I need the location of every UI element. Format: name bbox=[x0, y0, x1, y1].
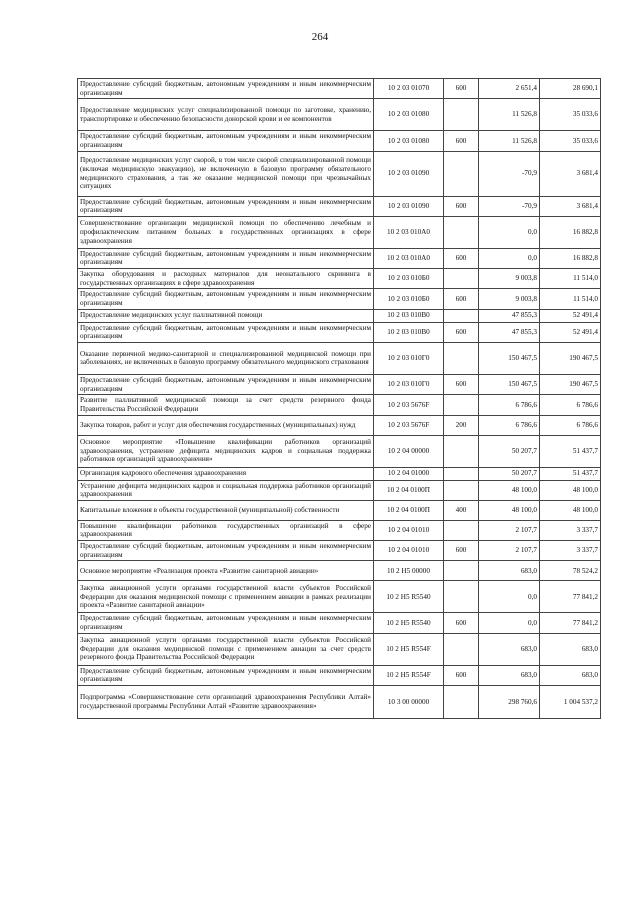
row-amount-1: 683,0 bbox=[479, 561, 540, 581]
table-row bbox=[78, 322, 601, 342]
row-amount-1: 0,0 bbox=[479, 248, 540, 268]
row-name: Предоставление субсидий бюджетным, автономным учреждениям и иным некоммерческим организациям bbox=[78, 613, 374, 633]
row-code: 10 2 03 010В0 bbox=[374, 322, 444, 342]
row-amount-2: 48 100,0 bbox=[540, 500, 601, 520]
row-amount-1: 150 467,5 bbox=[479, 342, 540, 374]
row-expense-type bbox=[444, 520, 479, 540]
row-expense-type bbox=[444, 467, 479, 480]
row-expense-type: 600 bbox=[444, 613, 479, 633]
table-row bbox=[78, 289, 601, 309]
row-expense-type: 600 bbox=[444, 665, 479, 685]
table-row bbox=[78, 520, 601, 540]
row-amount-2: 51 437,7 bbox=[540, 435, 601, 467]
row-code: 10 2 03 010В0 bbox=[374, 309, 444, 322]
row-amount-2: 3 681,4 bbox=[540, 151, 601, 196]
row-amount-2: 683,0 bbox=[540, 665, 601, 685]
row-amount-1: 9 003,8 bbox=[479, 289, 540, 309]
row-amount-1: 48 100,0 bbox=[479, 500, 540, 520]
row-name: Предоставление субсидий бюджетным, автономным учреждениям и иным некоммерческим организациям bbox=[78, 374, 374, 394]
row-amount-1: 683,0 bbox=[479, 633, 540, 665]
row-expense-type bbox=[444, 633, 479, 665]
row-amount-1: 50 207,7 bbox=[479, 435, 540, 467]
row-name: Предоставление медицинских услуг специализированной помощи по заготовке, хранению, транспортировке и обеспечению безопасности донорской крови и ее компонентов bbox=[78, 99, 374, 131]
row-code: 10 2 Н5 R5540 bbox=[374, 581, 444, 613]
row-code: 10 2 03 01070 bbox=[374, 79, 444, 99]
row-amount-2: 11 514,0 bbox=[540, 289, 601, 309]
row-code: 10 2 03 010А0 bbox=[374, 248, 444, 268]
row-amount-2: 3 337,7 bbox=[540, 520, 601, 540]
row-amount-1: 9 003,8 bbox=[479, 269, 540, 289]
row-amount-2: 190 467,5 bbox=[540, 342, 601, 374]
row-expense-type: 600 bbox=[444, 322, 479, 342]
row-amount-1: 48 100,0 bbox=[479, 480, 540, 500]
row-code: 10 2 03 5676F bbox=[374, 395, 444, 415]
row-name: Подпрограмма «Совершенствование сети организаций здравоохранения Республики Алтай» государственной программы Республики Алтай «Развитие здравоохранения» bbox=[78, 685, 374, 718]
table-row bbox=[78, 665, 601, 685]
row-name: Закупка авиационной услуги органами государственной власти субъектов Российской Федерации для оказания медицинской помощи с применением авиации за счет средств резервного фонда Правительства Российской Федерации bbox=[78, 633, 374, 665]
table-row bbox=[78, 151, 601, 196]
row-amount-2: 3 681,4 bbox=[540, 196, 601, 216]
row-expense-type bbox=[444, 342, 479, 374]
budget-table-body bbox=[78, 79, 601, 719]
table-row bbox=[78, 374, 601, 394]
row-expense-type bbox=[444, 435, 479, 467]
table-row bbox=[78, 613, 601, 633]
row-expense-type bbox=[444, 561, 479, 581]
row-name: Предоставление медицинских услуг паллиативной помощи bbox=[78, 309, 374, 322]
table-row bbox=[78, 685, 601, 718]
row-name: Повышение квалификации работников государственных организаций в сфере здравоохранения bbox=[78, 520, 374, 540]
row-name: Закупка авиационной услуги органами государственной власти субъектов Российской Федерации для оказания медицинской помощи с применением авиации в рамках реализации проекта «Развитие санитарной авиации» bbox=[78, 581, 374, 613]
row-expense-type bbox=[444, 309, 479, 322]
row-code: 10 2 04 01000 bbox=[374, 467, 444, 480]
table-row bbox=[78, 79, 601, 99]
row-expense-type bbox=[444, 151, 479, 196]
row-amount-2: 3 337,7 bbox=[540, 541, 601, 561]
row-amount-1: 11 526,8 bbox=[479, 99, 540, 131]
row-amount-2: 77 841,2 bbox=[540, 613, 601, 633]
table-row bbox=[78, 435, 601, 467]
row-name: Оказание первичной медико-санитарной и специализированной медицинской помощи при заболеваниях, не включенных в базовую программу обязательного медицинского страхования bbox=[78, 342, 374, 374]
row-amount-2: 683,0 bbox=[540, 633, 601, 665]
row-name: Совершенствование организации медицинской помощи по обеспечению лечебным и профилактическим питанием больных в государственных организациях в сфере здравоохранения bbox=[78, 216, 374, 248]
table-row bbox=[78, 309, 601, 322]
row-name: Предоставление субсидий бюджетным, автономным учреждениям и иным некоммерческим организациям bbox=[78, 196, 374, 216]
row-amount-1: -70,9 bbox=[479, 151, 540, 196]
row-amount-2: 16 882,8 bbox=[540, 216, 601, 248]
row-amount-2: 35 033,6 bbox=[540, 99, 601, 131]
row-name: Предоставление субсидий бюджетным, автономным учреждениям и иным некоммерческим организациям bbox=[78, 289, 374, 309]
row-name: Закупка оборудования и расходных материалов для неонатального скрининга в государственных организациях в сфере здравоохранения bbox=[78, 269, 374, 289]
row-expense-type: 600 bbox=[444, 374, 479, 394]
table-row bbox=[78, 480, 601, 500]
row-amount-1: 298 760,6 bbox=[479, 685, 540, 718]
row-code: 10 2 04 00000 bbox=[374, 435, 444, 467]
row-code: 10 2 04 0100П bbox=[374, 500, 444, 520]
row-expense-type: 600 bbox=[444, 541, 479, 561]
row-amount-1: 2 107,7 bbox=[479, 541, 540, 561]
row-expense-type: 200 bbox=[444, 415, 479, 435]
row-expense-type: 600 bbox=[444, 248, 479, 268]
row-amount-1: -70,9 bbox=[479, 196, 540, 216]
row-code: 10 2 Н5 00000 bbox=[374, 561, 444, 581]
row-expense-type bbox=[444, 395, 479, 415]
row-code: 10 2 03 010А0 bbox=[374, 216, 444, 248]
row-name: Предоставление субсидий бюджетным, автономным учреждениям и иным некоммерческим организациям bbox=[78, 322, 374, 342]
row-code: 10 2 03 01080 bbox=[374, 131, 444, 151]
budget-table bbox=[77, 78, 601, 719]
row-name: Устранение дефицита медицинских кадров и социальная поддержка работников организаций здравоохранения bbox=[78, 480, 374, 500]
row-amount-1: 2 651,4 bbox=[479, 79, 540, 99]
row-expense-type: 600 bbox=[444, 79, 479, 99]
row-name: Закупка товаров, работ и услуг для обеспечения государственных (муниципальных) нужд bbox=[78, 415, 374, 435]
row-amount-2: 190 467,5 bbox=[540, 374, 601, 394]
row-code: 10 2 03 01090 bbox=[374, 151, 444, 196]
row-expense-type bbox=[444, 216, 479, 248]
row-expense-type: 600 bbox=[444, 131, 479, 151]
row-amount-2: 28 690,1 bbox=[540, 79, 601, 99]
table-row bbox=[78, 342, 601, 374]
table-row bbox=[78, 467, 601, 480]
table-row bbox=[78, 541, 601, 561]
row-code: 10 2 04 01010 bbox=[374, 520, 444, 540]
row-expense-type bbox=[444, 99, 479, 131]
page-number: 264 bbox=[311, 31, 329, 43]
row-amount-1: 0,0 bbox=[479, 613, 540, 633]
row-amount-2: 78 524,2 bbox=[540, 561, 601, 581]
row-name: Предоставление субсидий бюджетным, автономным учреждениям и иным некоммерческим организациям bbox=[78, 541, 374, 561]
row-amount-2: 52 491,4 bbox=[540, 322, 601, 342]
row-amount-1: 0,0 bbox=[479, 216, 540, 248]
row-expense-type bbox=[444, 269, 479, 289]
row-amount-2: 11 514,0 bbox=[540, 269, 601, 289]
row-amount-2: 52 491,4 bbox=[540, 309, 601, 322]
table-row bbox=[78, 633, 601, 665]
row-name: Предоставление медицинских услуг скорой, в том числе скорой специализированной помощи (включая медицинскую эвакуацию), не включенную в базовую программу обязательного медицинского страхования, а так же оказание медицинской помощи при чрезвычайных ситуациях bbox=[78, 151, 374, 196]
row-code: 10 2 03 5676F bbox=[374, 415, 444, 435]
row-code: 10 2 03 01080 bbox=[374, 99, 444, 131]
row-expense-type: 600 bbox=[444, 196, 479, 216]
row-amount-2: 77 841,2 bbox=[540, 581, 601, 613]
table-row bbox=[78, 248, 601, 268]
row-name: Капитальные вложения в объекты государственной (муниципальной) собственности bbox=[78, 500, 374, 520]
row-amount-2: 51 437,7 bbox=[540, 467, 601, 480]
row-name: Организация кадрового обеспечения здравоохранения bbox=[78, 467, 374, 480]
row-code: 10 2 04 0100П bbox=[374, 480, 444, 500]
table-row bbox=[78, 561, 601, 581]
row-amount-2: 6 786,6 bbox=[540, 395, 601, 415]
row-amount-1: 2 107,7 bbox=[479, 520, 540, 540]
row-amount-1: 150 467,5 bbox=[479, 374, 540, 394]
table-row bbox=[78, 269, 601, 289]
row-amount-2: 16 882,8 bbox=[540, 248, 601, 268]
row-amount-2: 48 100,0 bbox=[540, 480, 601, 500]
row-code: 10 2 03 010Б0 bbox=[374, 289, 444, 309]
row-name: Предоставление субсидий бюджетным, автономным учреждениям и иным некоммерческим организациям bbox=[78, 131, 374, 151]
row-amount-1: 683,0 bbox=[479, 665, 540, 685]
row-code: 10 2 Н5 R5540 bbox=[374, 613, 444, 633]
row-name: Предоставление субсидий бюджетным, автономным учреждениям и иным некоммерческим организациям bbox=[78, 248, 374, 268]
row-amount-2: 6 786,6 bbox=[540, 415, 601, 435]
row-amount-2: 1 004 537,2 bbox=[540, 685, 601, 718]
row-code: 10 2 Н5 R554F bbox=[374, 633, 444, 665]
row-expense-type bbox=[444, 685, 479, 718]
row-amount-1: 0,0 bbox=[479, 581, 540, 613]
row-amount-2: 35 033,6 bbox=[540, 131, 601, 151]
row-amount-1: 47 855,3 bbox=[479, 322, 540, 342]
row-amount-1: 47 855,3 bbox=[479, 309, 540, 322]
row-name: Предоставление субсидий бюджетным, автономным учреждениям и иным некоммерческим организациям bbox=[78, 665, 374, 685]
row-code: 10 2 03 01090 bbox=[374, 196, 444, 216]
row-name: Развитие паллиативной медицинской помощи за счет средств резервного фонда Правительства Российской Федерации bbox=[78, 395, 374, 415]
row-expense-type bbox=[444, 480, 479, 500]
row-code: 10 3 00 00000 bbox=[374, 685, 444, 718]
row-code: 10 2 04 01010 bbox=[374, 541, 444, 561]
table-row bbox=[78, 131, 601, 151]
table-row bbox=[78, 216, 601, 248]
row-expense-type: 600 bbox=[444, 289, 479, 309]
table-row bbox=[78, 415, 601, 435]
row-code: 10 2 03 010Г0 bbox=[374, 342, 444, 374]
row-name: Предоставление субсидий бюджетным, автономным учреждениям и иным некоммерческим организациям bbox=[78, 79, 374, 99]
row-amount-1: 6 786,6 bbox=[479, 395, 540, 415]
row-code: 10 2 Н5 R554F bbox=[374, 665, 444, 685]
row-name: Основное мероприятие «Реализация проекта «Развитие санитарной авиации» bbox=[78, 561, 374, 581]
table-row bbox=[78, 99, 601, 131]
row-code: 10 2 03 010Г0 bbox=[374, 374, 444, 394]
row-amount-1: 6 786,6 bbox=[479, 415, 540, 435]
table-row bbox=[78, 196, 601, 216]
row-amount-1: 50 207,7 bbox=[479, 467, 540, 480]
row-code: 10 2 03 010Б0 bbox=[374, 269, 444, 289]
row-expense-type bbox=[444, 581, 479, 613]
row-name: Основное мероприятие «Повышение квалификации работников организаций здравоохранения, устранение дефицита медицинских кадров и социальная поддержка работников организаций здравоохранения» bbox=[78, 435, 374, 467]
table-row bbox=[78, 581, 601, 613]
row-amount-1: 11 526,8 bbox=[479, 131, 540, 151]
table-row bbox=[78, 395, 601, 415]
row-expense-type: 400 bbox=[444, 500, 479, 520]
table-row bbox=[78, 500, 601, 520]
